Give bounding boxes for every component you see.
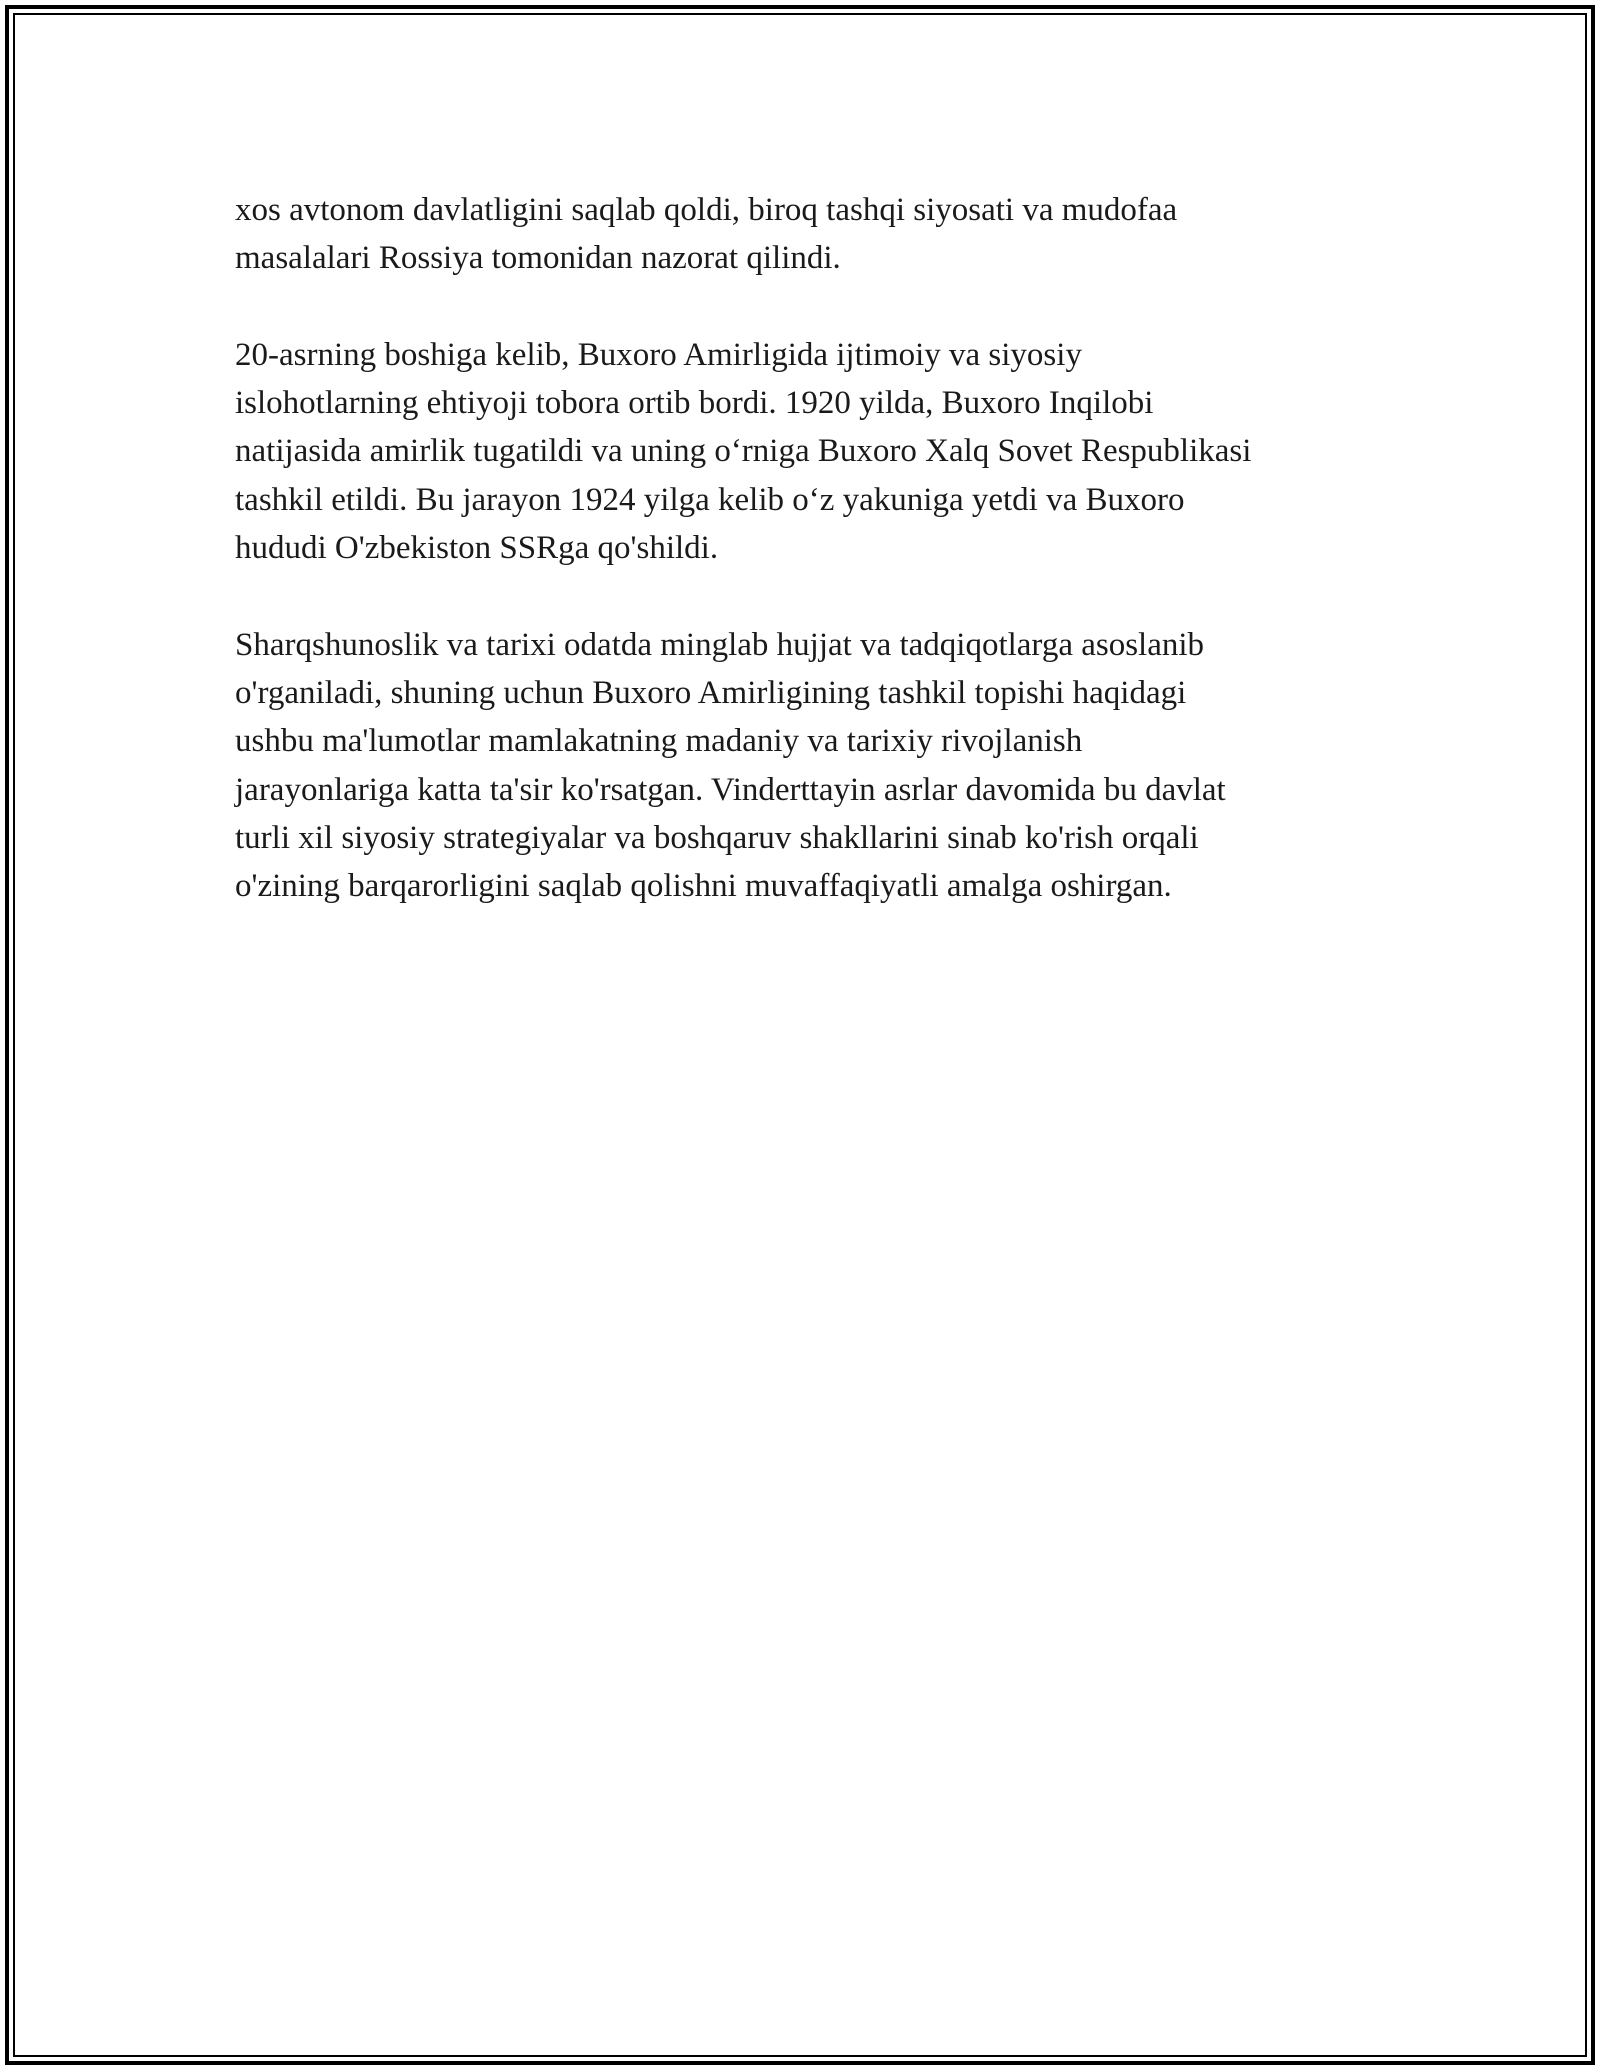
document-body	[235, 186, 1375, 959]
text-line: islohotlarning ehtiyoji tobora ortib bordi. 1920 yilda, Buxoro Inqilobi	[235, 385, 1154, 422]
text-line: ushbu ma'lumotlar mamlakatning madaniy va tarixiy rivojlanish	[235, 723, 1083, 760]
text-line: jarayonlariga katta ta'sir ko'rsatgan. Vinderttayin asrlar davomida bu davlat	[235, 771, 1226, 808]
text-line: turli xil siyosiy strategiyalar va boshqaruv shakllarini sinab ko'rish orqali	[235, 819, 1199, 856]
text-line: hududi O'zbekiston SSRga qo'shildi.	[235, 530, 719, 567]
paragraph-2	[235, 331, 1375, 572]
paragraph-3	[235, 621, 1375, 911]
text-line: masalalari Rossiya tomonidan nazorat qilindi.	[235, 240, 841, 277]
text-line: 20-asrning boshiga kelib, Buxoro Amirligida ijtimoiy va siyosiy	[235, 336, 1082, 373]
text-line: o'zining barqarorligini saqlab qolishni muvaffaqiyatli amalga oshirgan.	[235, 868, 1172, 905]
text-line: o'rganiladi, shuning uchun Buxoro Amirligining tashkil topishi haqidagi	[235, 674, 1187, 711]
paragraph-1	[235, 186, 1375, 283]
text-line: natijasida amirlik tugatildi va uning o‘rniga Buxoro Xalq Sovet Respublikasi	[235, 433, 1252, 470]
text-line: Sharqshunoslik va tarixi odatda minglab hujjat va tadqiqotlarga asoslanib	[235, 626, 1205, 663]
text-line: tashkil etildi. Bu jarayon 1924 yilga kelib o‘z yakuniga yetdi va Buxoro	[235, 481, 1185, 518]
text-line: xos avtonom davlatligini saqlab qoldi, biroq tashqi siyosati va mudofaa	[235, 192, 1178, 228]
